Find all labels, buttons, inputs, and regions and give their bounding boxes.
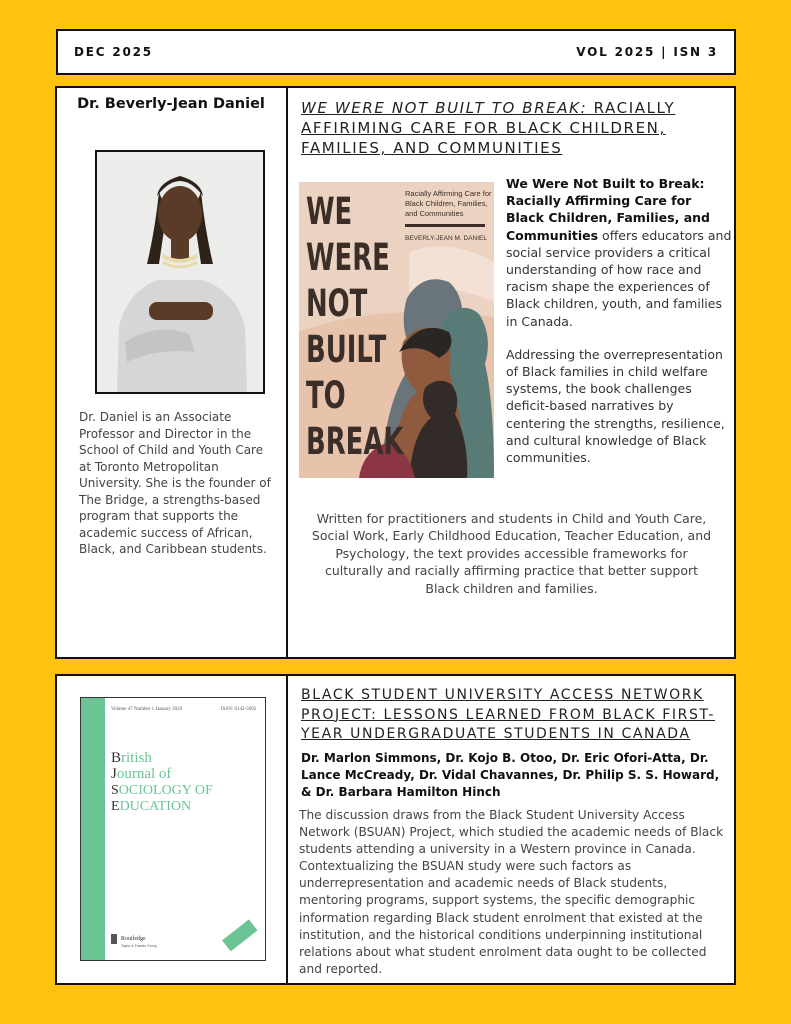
svg-text:EDUCATION: [111, 799, 191, 814]
book-audience: Written for practitioners and students in Child and Youth Care, Social Work, Early Childhood Education, Teacher Education, and Psychology, the text provides accessible frameworks for culturally and racially affirming practice that better support Black children and families.: [311, 511, 712, 596]
journal-cap: E: [111, 799, 120, 814]
column-divider: [286, 88, 288, 657]
journal-cap: S: [111, 783, 119, 798]
cover-subtitle-line: Racially Affirming Care for: [405, 189, 492, 198]
cover-title-line: WERE: [306, 235, 390, 280]
journal-cover: [80, 697, 266, 961]
author-bio: Dr. Daniel is an Associate Professor and Director in the School of Child and Youth Care at Toronto Metropolitan University. She is the founder of The Bridge, a strengths-based program that supports the academic success of African, Black, and Caribbean students.: [79, 410, 271, 556]
cover-subtitle-line: and Communities: [405, 209, 464, 218]
journal-word: ournal of: [116, 766, 172, 782]
svg-text:British: [111, 750, 152, 766]
cover-title-line: WE: [306, 189, 353, 234]
svg-text:SOCIOLOGY OF: [111, 783, 213, 798]
cover-title-line: BREAK: [306, 419, 404, 464]
article-authors: Dr. Marlon Simmons, Dr. Kojo B. Otoo, Dr. Eric Ofori-Atta, Dr. Lance McCready, Dr. Vidal Chavannes, Dr. Philip S. S. Howard, & Dr. Barbara Hamilton Hinch: [301, 751, 720, 799]
journal-cap: B: [111, 750, 122, 766]
cover-title-line: BUILT: [306, 327, 387, 372]
cover-author: BEVERLY-JEAN M. DANIEL: [405, 235, 487, 242]
journal-word: ritish: [121, 750, 152, 766]
journal-word: OCIOLOGY OF: [118, 783, 213, 798]
book-description-p2: Addressing the overrepresentation of Black families in child welfare systems, the book challenges deficit-based narratives by centering the strengths, resilience, and cultural knowledge of Black communities.: [506, 346, 725, 466]
book-title-italic: WE WERE NOT BUILT TO BREAK:: [301, 99, 588, 117]
feature-panel-article: [55, 674, 736, 985]
book-description: [506, 175, 732, 466]
book-title-rest: RACIALLY AFFIRIMING CARE FOR BLACK CHILDREN, FAMILIES, AND COMMUNITIES: [301, 99, 676, 157]
cover-title-line: TO: [306, 373, 346, 418]
cover-subtitle-line: Black Children, Families,: [405, 199, 488, 208]
journal-issn: ISSN: 0142-5692: [221, 707, 257, 712]
author-photo: [95, 150, 265, 394]
cover-title-line: NOT: [306, 281, 368, 326]
svg-text:Journal of: [111, 766, 171, 782]
author-name: Dr. Beverly-Jean Daniel: [77, 96, 265, 112]
issue-date: DEC 2025: [74, 45, 153, 59]
feature-panel-book: [55, 86, 736, 659]
book-description-text: offers educators and social service providers a critical understanding of how race and racism shape the experiences of Black children, youth, and families in Canada.: [506, 227, 732, 329]
journal-publisher-sub: Taylor & Francis Group: [121, 944, 157, 948]
issue-volume: VOL 2025 | ISN 3: [576, 45, 718, 59]
article-description: The discussion draws from the Black Student University Access Network (BSUAN) Project, which studied the academic needs of Black students attending a university in a Western province in Canada. Contextualizing the BSUAN study were such factors as underrepresentation and academic needs of Black students, mentoring programs, support systems, the specific demographic information regarding Black student enrolment that existed at the institution, and the historical conditions underpinning institutional relations about what student enrolment data ought to be collected and reported.: [299, 808, 724, 976]
journal-issue: Volume 47 Number 1 January 2026: [111, 707, 183, 712]
book-article-title[interactable]: [301, 98, 731, 158]
routledge-logo-icon: [111, 934, 117, 944]
book-description-title: We Were Not Built to Break: Racially Affirming Care for Black Children, Families, and Communities: [506, 176, 710, 243]
journal-cap: J: [111, 766, 117, 782]
journal-publisher: Routledge: [121, 936, 146, 942]
article-title[interactable]: BLACK STUDENT UNIVERSITY ACCESS NETWORK PROJECT: LESSONS LEARNED FROM BLACK FIRST-YEAR UNDERGRADUATE STUDENTS IN CANADA: [301, 687, 715, 742]
book-cover: [299, 182, 494, 478]
newsletter-header: [56, 29, 736, 75]
column-divider: [286, 676, 288, 983]
journal-word: DUCATION: [119, 799, 192, 814]
